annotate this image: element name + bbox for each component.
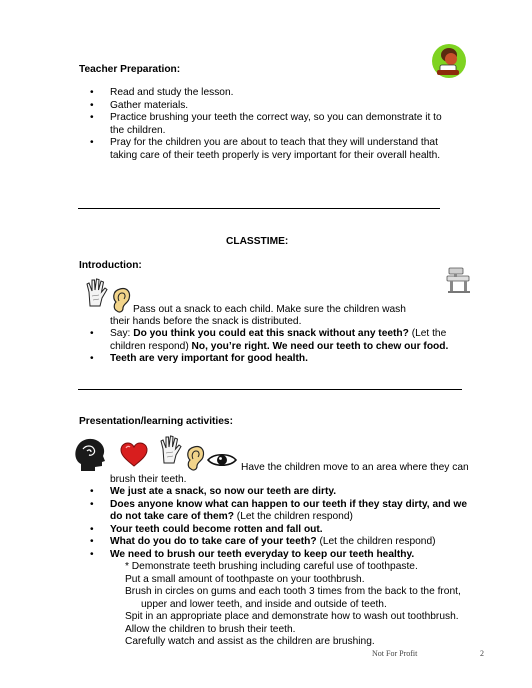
list-item: [82, 486, 482, 499]
intro-lead-text: Pass out a snack to each child. Make sure the children wash: [133, 304, 406, 315]
list-item: [82, 328, 472, 353]
teacher-prep-heading: Teacher Preparation:: [79, 64, 181, 75]
list-item: [82, 549, 482, 562]
step-line: * Demonstrate teeth brushing including careful use of toothpaste.: [125, 561, 418, 572]
teacher-reading-icon: [431, 42, 467, 80]
list-item: • Pray for the children you are about to teach that they will understand that taking care of their teeth properly is very important for their overall health.: [82, 137, 472, 162]
presentation-list: [82, 486, 482, 561]
divider: [78, 208, 440, 209]
step-line: Carefully watch and assist as the children are brushing.: [125, 636, 375, 647]
list-item: [82, 499, 482, 524]
list-item: [82, 536, 482, 549]
presentation-heading: Presentation/learning activities:: [79, 416, 233, 427]
step-line: upper and lower teeth, and inside and outside of teeth.: [141, 598, 387, 610]
school-desk-icon: [444, 266, 474, 296]
list-item-bold: Your teeth could become rotten and fall out.: [110, 523, 323, 535]
presentation-lead-text: Have the children move to an area where they can: [241, 462, 469, 473]
page-number: 2: [480, 649, 484, 658]
hand-icon: [86, 278, 108, 308]
teacher-prep-list: [82, 87, 472, 162]
list-item-normal: (Let the children respond): [316, 536, 436, 547]
footer-text: Not For Profit: [372, 649, 418, 658]
list-item-bold: No, you’re right. We need our teeth to chew our food.: [191, 340, 449, 352]
list-item: • Practice brushing your teeth the correct way, so you can demonstrate it to the children.: [82, 112, 472, 137]
intro-list: [82, 328, 472, 366]
list-item-prefix: Say:: [110, 328, 134, 339]
brushing-steps: [125, 561, 461, 649]
list-item-bold: Do you think you could eat this snack without any teeth?: [133, 328, 409, 339]
step-line: Put a small amount of toothpaste on your toothbrush.: [125, 573, 365, 585]
list-item-bold: We just ate a snack, so now our teeth are dirty.: [110, 486, 337, 497]
list-item-bold: What do you do to take care of your teeth?: [110, 536, 317, 547]
step-line: Brush in circles on gums and each tooth 3 times from the back to the front,: [125, 586, 461, 597]
head-thinking-icon: [73, 437, 107, 473]
list-item: • Gather materials.: [82, 100, 472, 113]
presentation-lead-cont: brush their teeth.: [110, 474, 187, 485]
list-item-bold: We need to brush our teeth everyday to keep our teeth healthy.: [110, 548, 415, 560]
list-item-normal: (Let the children respond): [110, 328, 447, 352]
heart-icon: [120, 442, 148, 468]
ear-icon: [112, 287, 132, 313]
divider: [78, 389, 462, 390]
list-item-normal: (Let the children respond): [233, 511, 353, 522]
introduction-heading: Introduction:: [79, 260, 142, 271]
intro-lead-cont: their hands before the snack is distributed.: [110, 316, 302, 327]
list-item: [82, 524, 482, 537]
ear-icon: [186, 445, 206, 471]
hand-icon: [160, 434, 182, 466]
step-line: Allow the children to brush their teeth.: [125, 623, 296, 635]
list-item-bold: Teeth are very important for good health.: [110, 353, 308, 364]
step-line: Spit in an appropriate place and demonstrate how to wash out toothbrush.: [125, 611, 459, 622]
eye-icon: [207, 452, 237, 468]
list-item: • Read and study the lesson.: [82, 87, 472, 100]
list-item: [82, 353, 472, 366]
list-item-bold: Does anyone know what can happen to our teeth if they stay dirty, and we do not take care of them?: [110, 498, 467, 522]
classtime-heading: CLASSTIME:: [226, 236, 289, 247]
